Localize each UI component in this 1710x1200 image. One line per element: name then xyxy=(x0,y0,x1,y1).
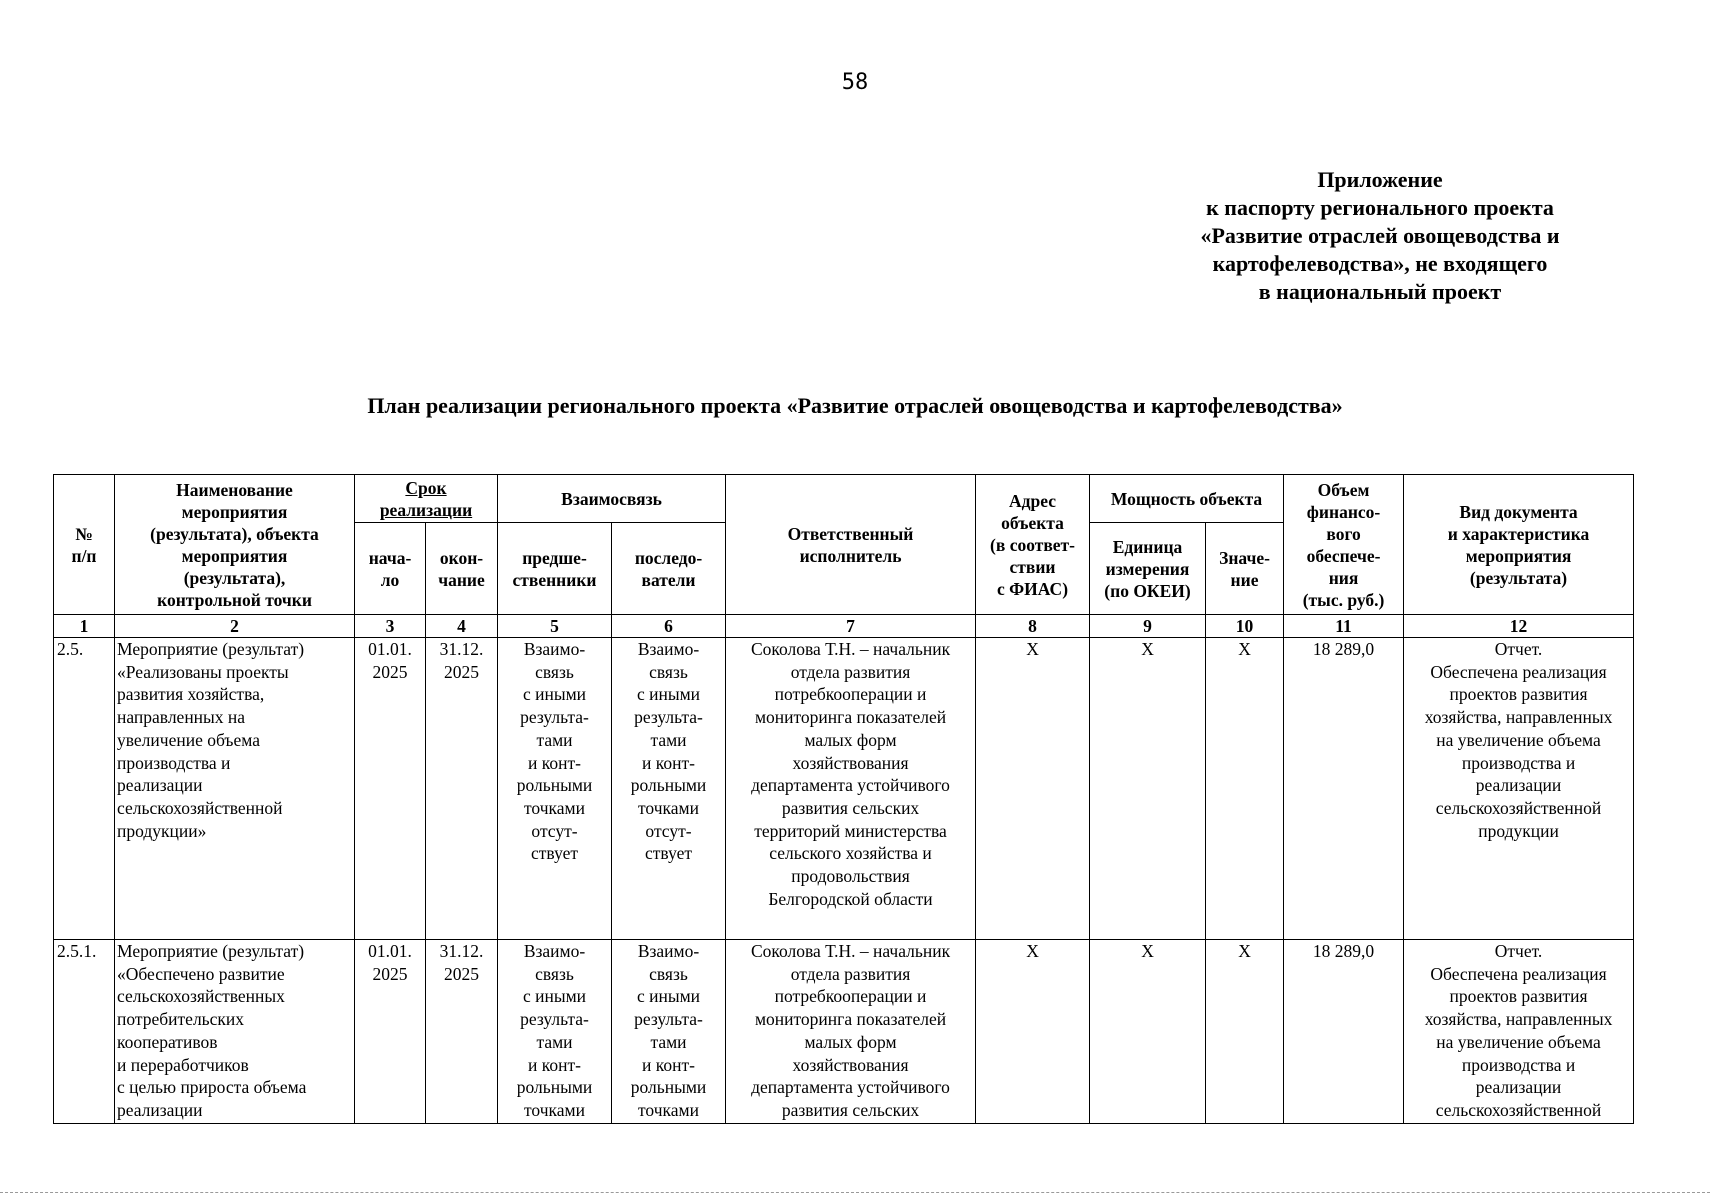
appendix-line: Приложение xyxy=(1317,167,1443,192)
column-number: 3 xyxy=(355,615,426,638)
row-successors: Взаимо- связь с иными результа- тами и конт- рольными точками отсут- ствует xyxy=(612,638,726,940)
header-value: Значе- ние xyxy=(1206,523,1284,615)
row-num: 2.5. xyxy=(54,638,115,940)
header-responsible: Ответственный исполнитель xyxy=(726,475,976,615)
appendix-line: «Развитие отраслей овощеводства и xyxy=(1200,223,1560,248)
column-number: 7 xyxy=(726,615,976,638)
row-funding: 18 289,0 xyxy=(1284,940,1404,1124)
row-predecessors: Взаимо- связь с иными результа- тами и конт- рольными точками xyxy=(498,940,612,1124)
header-address: Адрес объекта (в соответ- ствии с ФИАС) xyxy=(976,475,1090,615)
row-unit: X xyxy=(1090,940,1206,1124)
row-end: 31.12. 2025 xyxy=(426,638,498,940)
column-number: 12 xyxy=(1404,615,1634,638)
header-term-start: нача- ло xyxy=(355,523,426,615)
row-start: 01.01. 2025 xyxy=(355,940,426,1124)
plan-title: План реализации регионального проекта «Развитие отраслей овощеводства и картофелеводства» xyxy=(367,393,1343,418)
page-number: 58 xyxy=(841,70,869,95)
row-name: Мероприятие (результат) «Обеспечено развитие сельскохозяйственных потребительских кооперативов и переработчиков с целью прироста объема реализации xyxy=(115,940,355,1124)
header-doc: Вид документа и характеристика мероприятия (результата) xyxy=(1404,475,1634,615)
row-doc: Отчет. Обеспечена реализация проектов развития хозяйства, направленных на увеличение объема производства и реализации сельскохозяйственной продукции xyxy=(1404,638,1634,940)
column-number: 6 xyxy=(612,615,726,638)
row-start: 01.01. 2025 xyxy=(355,638,426,940)
table-row xyxy=(54,638,1634,940)
column-number: 5 xyxy=(498,615,612,638)
scan-edge-divider xyxy=(0,1192,1710,1193)
header-unit: Единица измерения (по ОКЕИ) xyxy=(1090,523,1206,615)
row-unit: X xyxy=(1090,638,1206,940)
table-row xyxy=(54,940,1634,1124)
plan-table xyxy=(53,474,1634,1124)
header-funding: Объем финансо- вого обеспече- ния (тыс. руб.) xyxy=(1284,475,1404,615)
appendix-heading xyxy=(1150,166,1610,306)
appendix-line: к паспорту регионального проекта xyxy=(1206,195,1554,220)
row-address: X xyxy=(976,940,1090,1124)
row-num: 2.5.1. xyxy=(54,940,115,1124)
row-funding: 18 289,0 xyxy=(1284,638,1404,940)
column-number: 4 xyxy=(426,615,498,638)
row-predecessors: Взаимо- связь с иными результа- тами и конт- рольными точками отсут- ствует xyxy=(498,638,612,940)
header-name: Наименование мероприятия (результата), объекта мероприятия (результата), контрольной точки xyxy=(115,475,355,615)
column-number: 9 xyxy=(1090,615,1206,638)
appendix-line: картофелеводства», не входящего xyxy=(1212,251,1548,276)
row-successors: Взаимо- связь с иными результа- тами и конт- рольными точками xyxy=(612,940,726,1124)
column-number: 1 xyxy=(54,615,115,638)
header-predecessors: предше- ственники xyxy=(498,523,612,615)
row-responsible: Соколова Т.Н. – начальник отдела развития потребкооперации и мониторинга показателей малых форм хозяйствования департамента устойчивого развития сельских территорий министерства сельского хозяйства и продовольствия Белгородской области xyxy=(726,638,976,940)
header-capacity: Мощность объекта xyxy=(1090,475,1284,523)
row-address: X xyxy=(976,638,1090,940)
header-relation: Взаимосвязь xyxy=(498,475,726,523)
row-value: X xyxy=(1206,940,1284,1124)
header-term-end: окон- чание xyxy=(426,523,498,615)
header-num: № п/п xyxy=(54,475,115,615)
row-end: 31.12. 2025 xyxy=(426,940,498,1124)
row-doc: Отчет. Обеспечена реализация проектов развития хозяйства, направленных на увеличение объема производства и реализации сельскохозяйственной xyxy=(1404,940,1634,1124)
row-value: X xyxy=(1206,638,1284,940)
column-number: 10 xyxy=(1206,615,1284,638)
column-number: 8 xyxy=(976,615,1090,638)
column-number: 11 xyxy=(1284,615,1404,638)
header-term: Срок реализации xyxy=(355,475,498,523)
appendix-line: в национальный проект xyxy=(1258,279,1502,304)
column-number: 2 xyxy=(115,615,355,638)
row-name: Мероприятие (результат) «Реализованы проекты развития хозяйства, направленных на увеличение объема производства и реализации сельскохозяйственной продукции» xyxy=(115,638,355,940)
header-successors: последо- ватели xyxy=(612,523,726,615)
row-responsible: Соколова Т.Н. – начальник отдела развития потребкооперации и мониторинга показателей малых форм хозяйствования департамента устойчивого развития сельских xyxy=(726,940,976,1124)
